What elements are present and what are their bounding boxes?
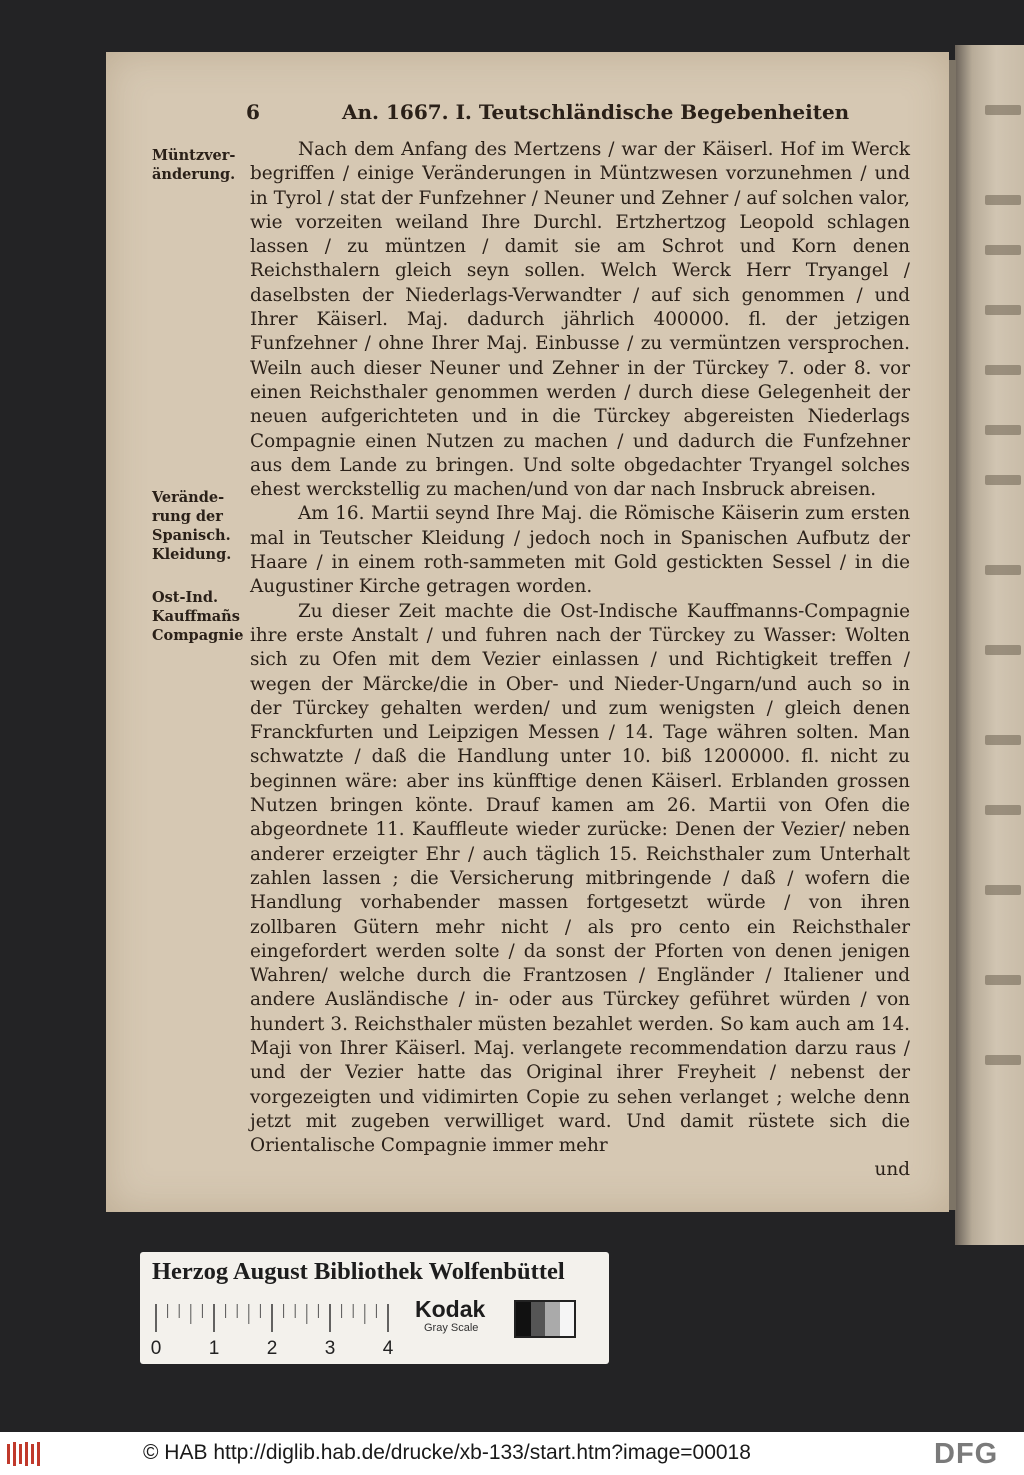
footer-bar	[0, 1432, 1024, 1475]
catchword: und	[874, 1159, 910, 1181]
paragraph: Zu dieser Zeit machte die Ost-Indische Kauffmanns-Compagnie ihre erste Anstalt / und fuhren nach der Türckey zu Wasser: Wolten sich zu Ofen mit dem Vezier einlassen / und Richtigkeit treffen / wegen der Märcke/die in Ober- und Nieder-Ungarn/und auch so in der Türckey gehalten werden/ und zum wenigsten / gleich denen Franckfurten und Leipzigen Messen / 14. Tage währen solten. Man schwatzte / daß die Handlung unter 10. biß 1200000. fl. nicht zu beginnen wäre: aber ins künfftige denen Käiserl. Erblanden grossen Nutzen bringen könte. Drauf kamen am 26. Martii von Ofen die abgeordnete 11. Kauffleute wieder zurücke: Denen der Vezier/ neben anderer erzeigter Ehr / auch täglich 15. Reichsthaler zum Unterhalt zahlen lassen ; die Versicherung mitbringende / daß / wofern die Handlung vorhabender massen fortgesetzt würde / von ihren zollbaren Gütern mehr nicht / als pro cento ein Reichsthaler eingefordert werden solte / da sonst der Pforten von denen jenigen Wahren/ welche durch die Frantzosen / Engländer / Italiener und andere Ausländische / in- oder aus Türckey geführet würden / von hundert 3. Reichsthaler müsten bezahlet werden. So kam auch am 14. Maji von Ihrer Käiserl. Maj. verlangete recommendation darzu raus / und der Vezier hatte das Original ihrer Freyheit / nebenst der vorgezeigten und vidimirten Copie zu sehen verlanget ; welche denn jetzt mit zugeben verwilliget ward. Und damit rüstete sich die Orientalische Compagnie immer mehr	[250, 600, 910, 1157]
gray-scale-swatch	[514, 1300, 576, 1338]
marginal-note: Müntzver- änderung.	[152, 147, 236, 183]
kodak-logo-text: Kodak	[415, 1296, 486, 1322]
ruler-label: 0	[150, 1338, 162, 1359]
paragraph: Am 16. Martii seynd Ihre Maj. die Römische Käiserin zum ersten mal in Teutscher Kleidung / jedoch noch in Spanischen Aufbutz der Haare / in einem roth-sammeten mit Gold gestickten Sessel / in die Augustiner Kirche getragen worden.	[250, 503, 910, 598]
ruler-label: 2	[266, 1338, 278, 1359]
ruler-label: 4	[382, 1338, 394, 1359]
paragraph: Nach dem Anfang des Mertzens / war der Käiserl. Hof im Werck begriffen / einige Veränderungen in Müntzwesen vorzunehmen / und in Tyrol / stat der Funfzehner / Neuner und Zehner / auf solchen valor, wie vorzeiten weiland Ihre Durchl. Ertzhertzog Leopold schlagen lassen / zu müntzen / damit sie am Schrot und Korn denen Reichsthalern gleich seyn sollen. Welch Werck Herr Tryangel / daselbsten der Niederlags-Verwandter / auf sich genommen / und Ihrer Käiserl. Maj. dadurch jährlich 400000. fl. der jetzigen Funfzehner / ohne Ihrer Maj. Einbusse / zu vermüntzen versprochen. Weiln auch dieser Neuner und Zehner in der Türckey 7. oder 8. vor einen Reichsthaler genommen werden / durch diese Gelegenheit der neuen aufgerichteten und in die Türckey abgereisten Niederlags Compagnie einen Nutzen zu machen / und dadurch die Funfzehner aus dem Lande zu bringen. Und solte obgedachter Tryangel solches ehest werckstellig zu machen/und von dar nach Insbruck abreisen.	[250, 139, 910, 501]
body-text	[250, 138, 910, 1183]
marginal-note: Ost-Ind. Kauffmañs Compagnie	[152, 589, 244, 644]
ruler-label: 1	[208, 1338, 220, 1359]
ruler-scale	[150, 1302, 544, 1359]
running-head	[246, 100, 850, 130]
running-head-text: An. 1667. I. Teutschländische Begebenheiten	[342, 100, 850, 124]
page-number: 6	[246, 100, 260, 124]
copyright-link[interactable]: © HAB http://diglib.hab.de/drucke/xb-133/start.htm?image=00018	[143, 1441, 751, 1464]
ruler-label: 3	[324, 1338, 336, 1359]
marginal-note: Verände- rung der Spanisch. Kleidung.	[152, 489, 232, 563]
gray-scale-caption: Gray Scale	[424, 1322, 479, 1334]
dfg-logo: DFG	[934, 1438, 999, 1470]
facing-page-edge	[955, 45, 1024, 1245]
library-label-card	[140, 1252, 609, 1364]
library-name: Herzog August Bibliothek Wolfenbüttel	[152, 1258, 565, 1285]
hab-logo-icon	[6, 1440, 44, 1468]
